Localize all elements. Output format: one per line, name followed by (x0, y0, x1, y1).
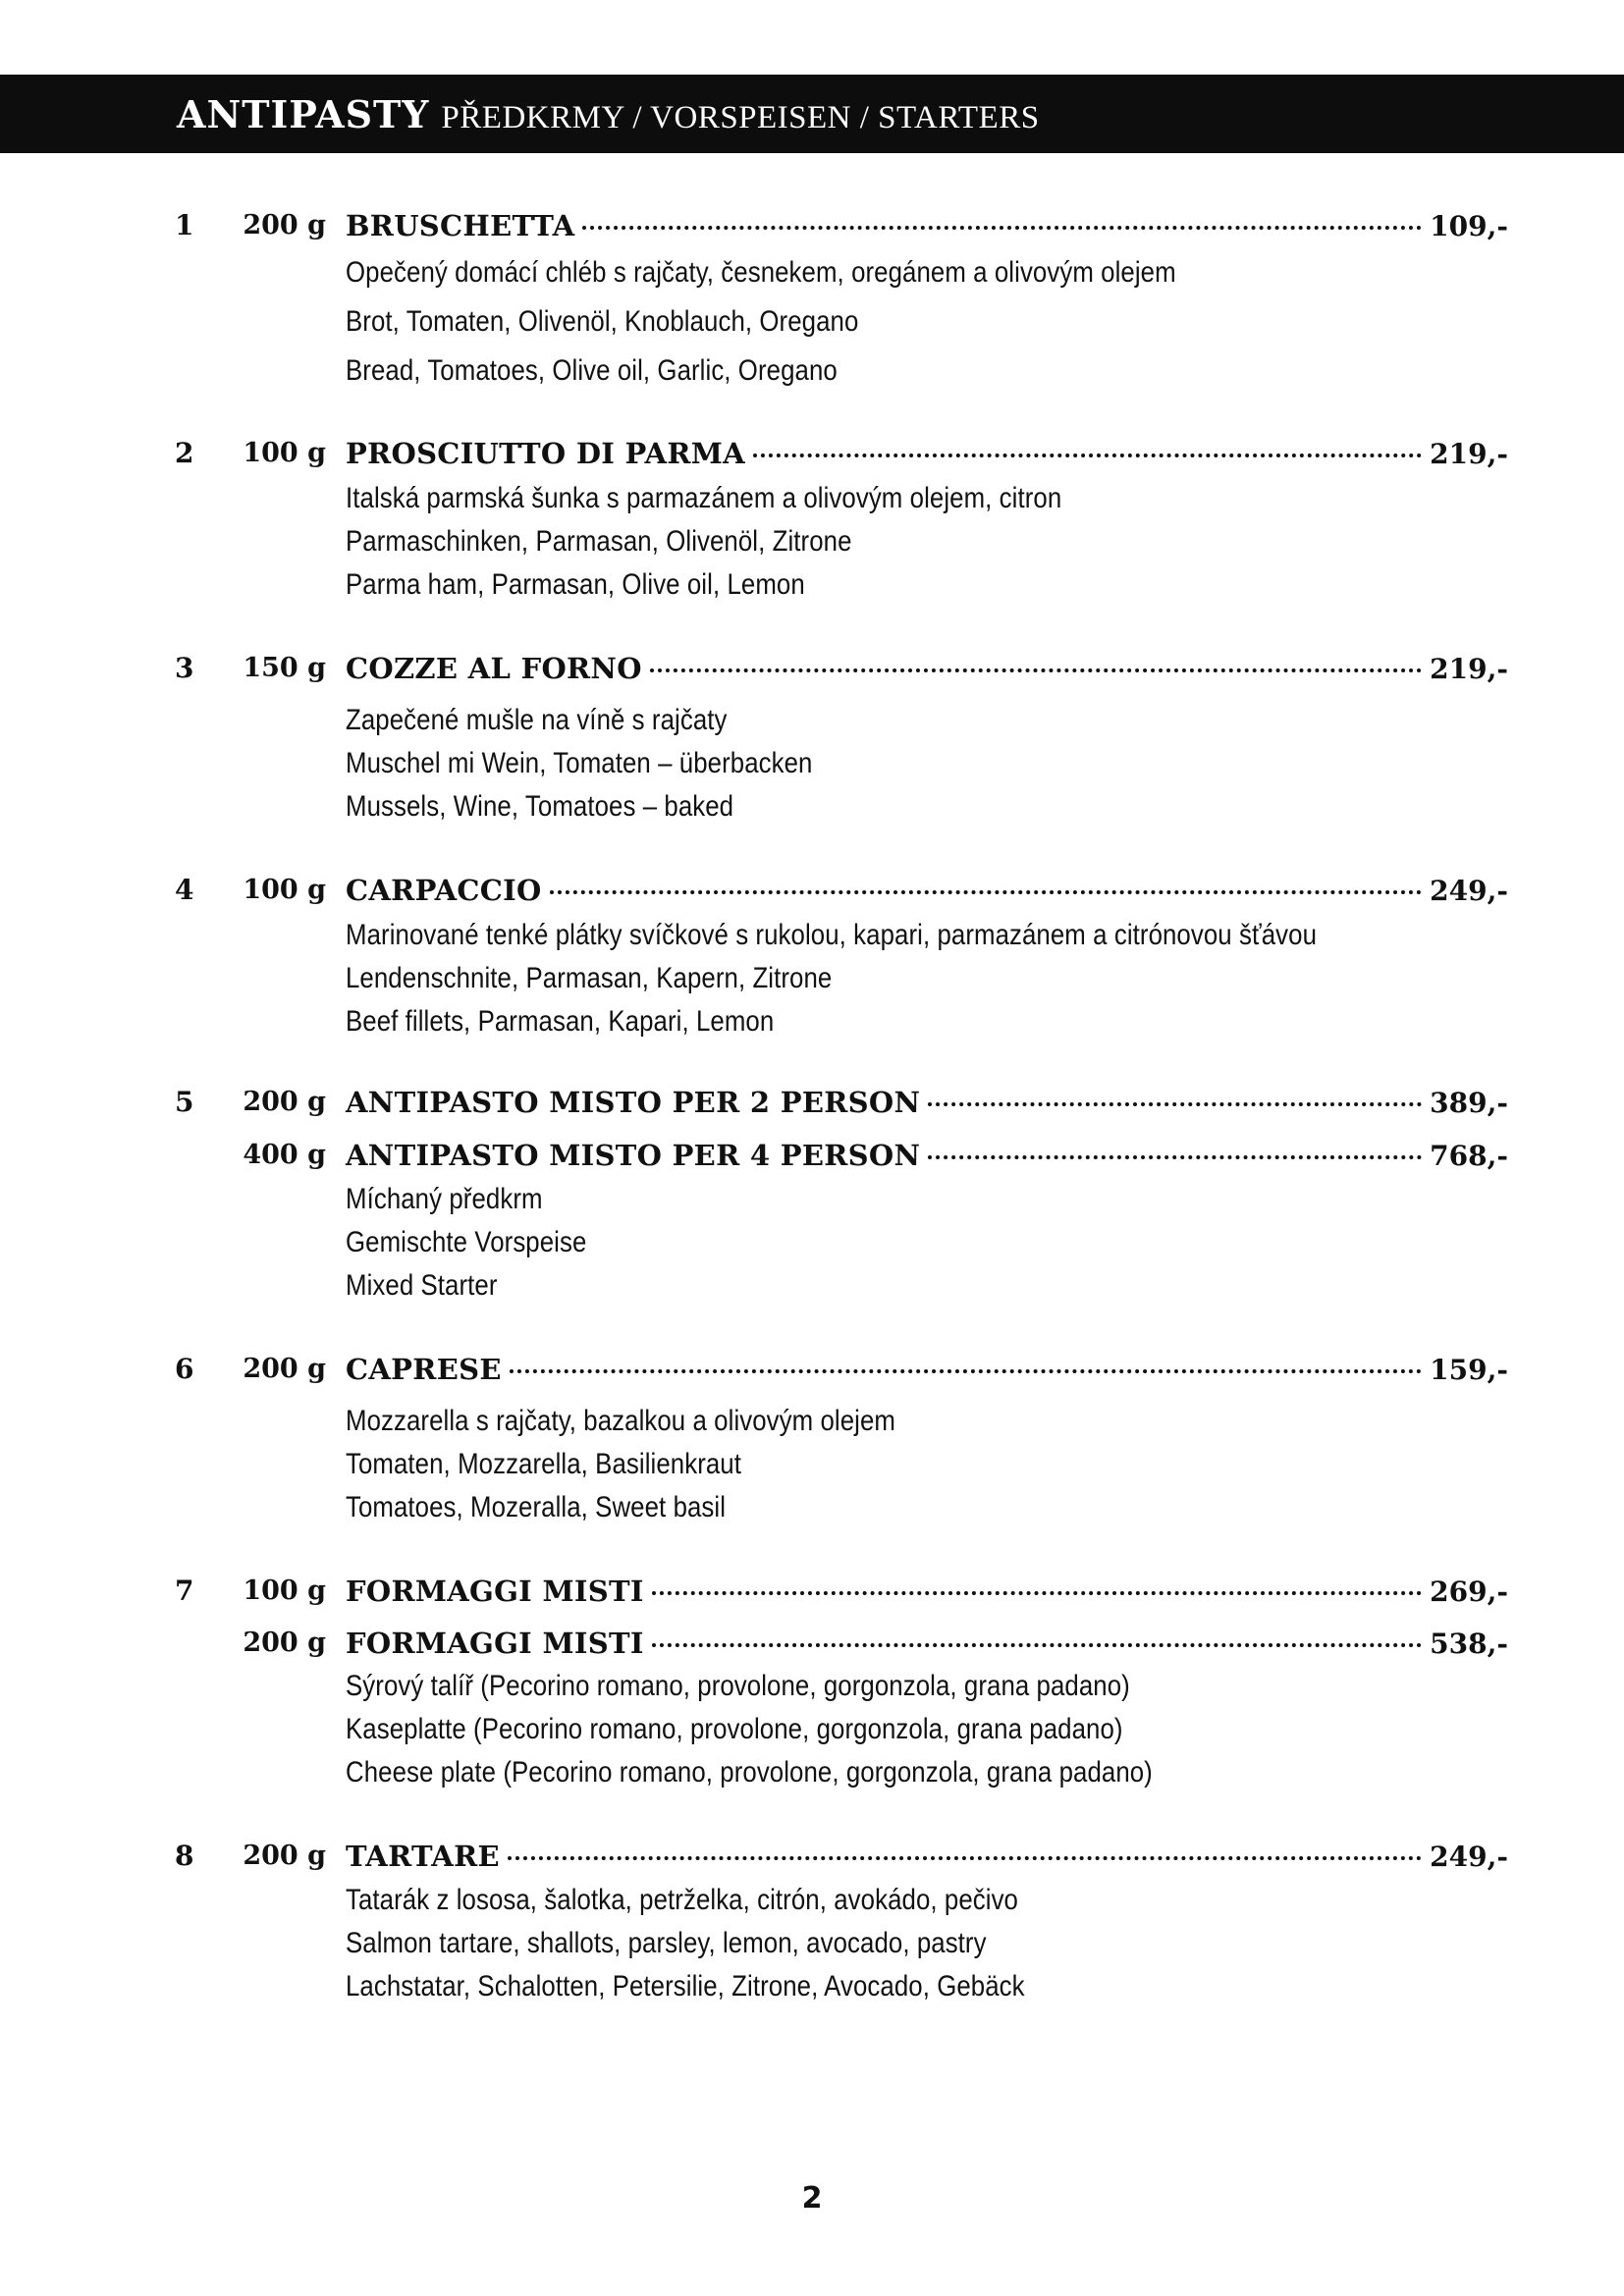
item-description-de: Tomaten, Mozzarella, Basilienkraut (346, 1448, 742, 1480)
item-weight: 200 g (243, 1841, 326, 1871)
item-weight: 200 g (243, 1087, 326, 1117)
item-number: 2 (175, 437, 194, 469)
item-weight: 100 g (243, 875, 326, 905)
item-weight: 200 g (243, 1354, 326, 1384)
item-price: 538,- (1430, 1628, 1508, 1660)
item-description-en: Bread, Tomatoes, Olive oil, Garlic, Oregano (346, 354, 838, 387)
page-number: 2 (801, 2181, 823, 2216)
dot-leader (550, 890, 1423, 894)
item-description-cz: Marinované tenké plátky svíčkové s rukolou, kapari, parmazánem a citrónovou šťávou (346, 919, 1318, 951)
dot-leader (928, 1155, 1422, 1159)
item-name-line (346, 1624, 1508, 1664)
menu-item-row (0, 1350, 1624, 1389)
menu-item-row (0, 206, 1624, 245)
dot-leader (753, 454, 1422, 457)
item-price: 159,- (1430, 1354, 1508, 1386)
item-price: 249,- (1430, 1841, 1508, 1873)
item-description-cz: Opečený domácí chléb s rajčaty, česnekem, oregánem a olivovým olejem (346, 256, 1176, 289)
item-number: 1 (175, 209, 194, 241)
item-name: FORMAGGI MISTI (346, 1627, 644, 1660)
item-name: FORMAGGI MISTI (346, 1575, 644, 1608)
item-description-de: Brot, Tomaten, Olivenöl, Knoblauch, Oregano (346, 305, 859, 338)
item-weight: 200 g (243, 1628, 326, 1658)
item-price: 269,- (1430, 1575, 1508, 1608)
item-description-de: Parmaschinken, Parmasan, Olivenöl, Zitrone (346, 525, 852, 558)
item-name: COZZE AL FORNO (346, 652, 642, 685)
dot-leader (650, 668, 1422, 672)
item-number: 5 (175, 1086, 194, 1118)
item-name-line (346, 206, 1508, 246)
item-name: CAPRESE (346, 1353, 502, 1386)
menu-item-row (0, 871, 1624, 910)
item-name-line (346, 1083, 1508, 1123)
item-number: 4 (175, 874, 194, 906)
menu-item-row (0, 1136, 1624, 1175)
item-weight: 200 g (243, 210, 326, 240)
item-name: ANTIPASTO MISTO PER 2 PERSON (346, 1086, 921, 1119)
item-price: 109,- (1430, 210, 1508, 242)
item-price: 768,- (1430, 1140, 1508, 1172)
item-number: 6 (175, 1353, 194, 1385)
dot-leader (582, 226, 1422, 230)
item-weight: 100 g (243, 1575, 326, 1606)
item-description-de: Muschel mi Wein, Tomaten – überbacken (346, 747, 813, 779)
item-name: PROSCIUTTO DI PARMA (346, 437, 745, 470)
item-description-cz: Sýrový talíř (Pecorino romano, provolone, gorgonzola, grana padano) (346, 1670, 1130, 1702)
menu-item-row (0, 434, 1624, 473)
item-price: 219,- (1430, 438, 1508, 470)
menu-item-row (0, 649, 1624, 688)
item-description-en: Mixed Starter (346, 1269, 498, 1302)
item-name: CARPACCIO (346, 874, 542, 907)
dot-leader (508, 1856, 1422, 1860)
item-description-de: Lachstatar, Schalotten, Petersilie, Zitrone, Avocado, Gebäck (346, 1970, 1025, 2002)
item-price: 249,- (1430, 875, 1508, 907)
item-description-en: Salmon tartare, shallots, parsley, lemon, avocado, pastry (346, 1927, 987, 1959)
item-name: TARTARE (346, 1840, 500, 1873)
item-description-cz: Tatarák z lososa, šalotka, petrželka, citrón, avokádo, pečivo (346, 1884, 1018, 1916)
item-name-line (346, 871, 1508, 911)
item-name: BRUSCHETTA (346, 209, 575, 242)
dot-leader (652, 1643, 1422, 1647)
menu-item-row (0, 1837, 1624, 1876)
item-weight: 150 g (243, 653, 326, 683)
item-description-cz: Míchaný předkrm (346, 1183, 543, 1215)
section-title: ANTIPASTY (177, 91, 430, 136)
item-description-en: Tomatoes, Mozeralla, Sweet basil (346, 1491, 727, 1523)
item-number: 8 (175, 1840, 194, 1872)
dot-leader (510, 1369, 1422, 1373)
item-name-line (346, 1136, 1508, 1176)
item-description-cz: Italská parmská šunka s parmazánem a olivovým olejem, citron (346, 482, 1062, 514)
section-header-inner (0, 92, 1040, 136)
item-description-en: Cheese plate (Pecorino romano, provolone, gorgonzola, grana padano) (346, 1756, 1153, 1789)
item-description-cz: Zapečené mušle na víně s rajčaty (346, 704, 728, 736)
item-description-en: Beef fillets, Parmasan, Kapari, Lemon (346, 1005, 775, 1038)
item-description-de: Kaseplatte (Pecorino romano, provolone, gorgonzola, grana padano) (346, 1713, 1123, 1745)
dot-leader (652, 1591, 1422, 1595)
menu-item-row (0, 1572, 1624, 1611)
item-name-line (346, 1837, 1508, 1877)
item-description-de: Gemischte Vorspeise (346, 1226, 587, 1258)
menu-item-row (0, 1083, 1624, 1122)
section-header (0, 75, 1624, 153)
item-name-line (346, 649, 1508, 689)
item-price: 389,- (1430, 1087, 1508, 1119)
item-name-line (346, 1572, 1508, 1612)
item-name-line (346, 1350, 1508, 1390)
item-description-cz: Mozzarella s rajčaty, bazalkou a olivovým olejem (346, 1405, 896, 1437)
dot-leader (928, 1102, 1422, 1106)
item-name-line (346, 434, 1508, 474)
item-description-de: Lendenschnite, Parmasan, Kapern, Zitrone (346, 962, 833, 994)
section-subtitle: PŘEDKRMY / VORSPEISEN / STARTERS (441, 99, 1040, 135)
item-description-en: Mussels, Wine, Tomatoes – baked (346, 790, 734, 823)
item-weight: 100 g (243, 438, 326, 468)
item-description-en: Parma ham, Parmasan, Olive oil, Lemon (346, 568, 805, 601)
item-weight: 400 g (243, 1140, 326, 1170)
item-name: ANTIPASTO MISTO PER 4 PERSON (346, 1139, 921, 1172)
item-number: 7 (175, 1575, 194, 1607)
item-number: 3 (175, 652, 194, 684)
item-price: 219,- (1430, 653, 1508, 685)
menu-item-row (0, 1624, 1624, 1663)
